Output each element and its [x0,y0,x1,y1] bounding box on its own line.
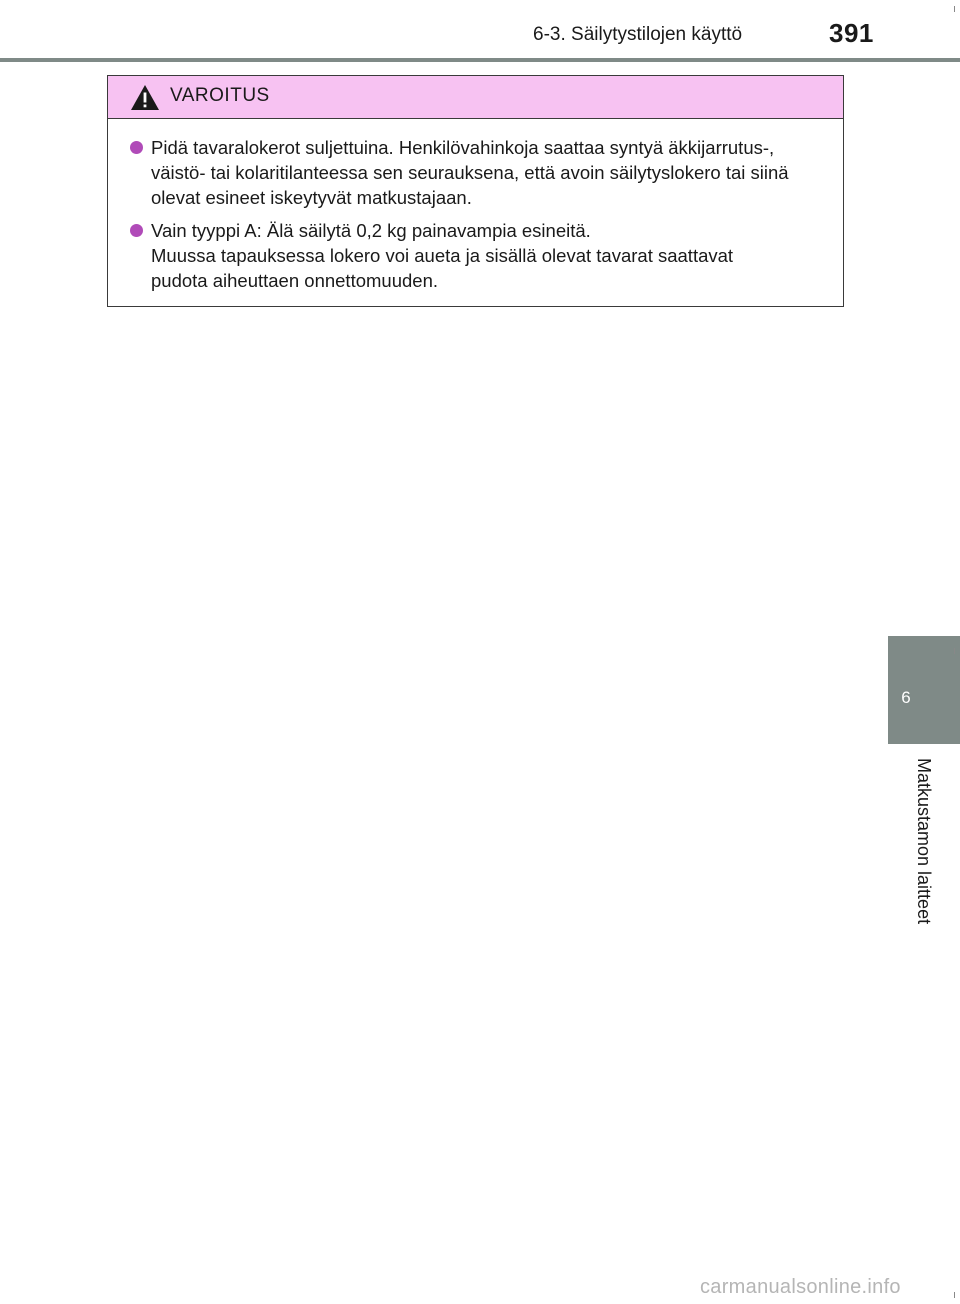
section-title: 6-3. Säilytystilojen käyttö [533,24,743,45]
warning-title: VAROITUS [170,85,270,106]
crop-mark [954,6,955,12]
warning-list [108,119,843,293]
header-divider [0,58,960,62]
chapter-label: Matkustamon laitteet [914,758,934,925]
crop-mark [954,648,955,654]
chapter-number: 6 [901,688,911,707]
warning-item [130,135,835,210]
warning-item-line: pudota aiheuttaen onnettomuuden. [151,270,438,291]
warning-item-line: Muussa tapauksessa lokero voi aueta ja sisällä olevat tavarat saattavat [151,245,734,266]
warning-item-line: väistö- tai kolaritilanteessa sen seurauksena, että avoin säilytyslokero tai siinä [151,162,789,183]
page-number: 391 [829,18,874,48]
warning-triangle-icon [130,84,160,111]
warning-item-line: olevat esineet iskeytyvät matkustajaan. [151,187,472,208]
warning-item-line: Vain tyyppi A: Älä säilytä 0,2 kg painavampia esineitä. [151,220,591,241]
chapter-tab [888,636,960,744]
warning-item [130,218,835,293]
bullet-dot-icon [130,141,143,154]
bullet-dot-icon [130,224,143,237]
watermark: carmanualsonline.info [700,1276,901,1298]
warning-box [107,75,844,307]
warning-header [108,76,843,119]
warning-item-line: Pidä tavaralokerot suljettuina. Henkilövahinkoja saattaa syntyä äkkijarrutus-, [151,137,775,158]
crop-mark [954,1292,955,1298]
